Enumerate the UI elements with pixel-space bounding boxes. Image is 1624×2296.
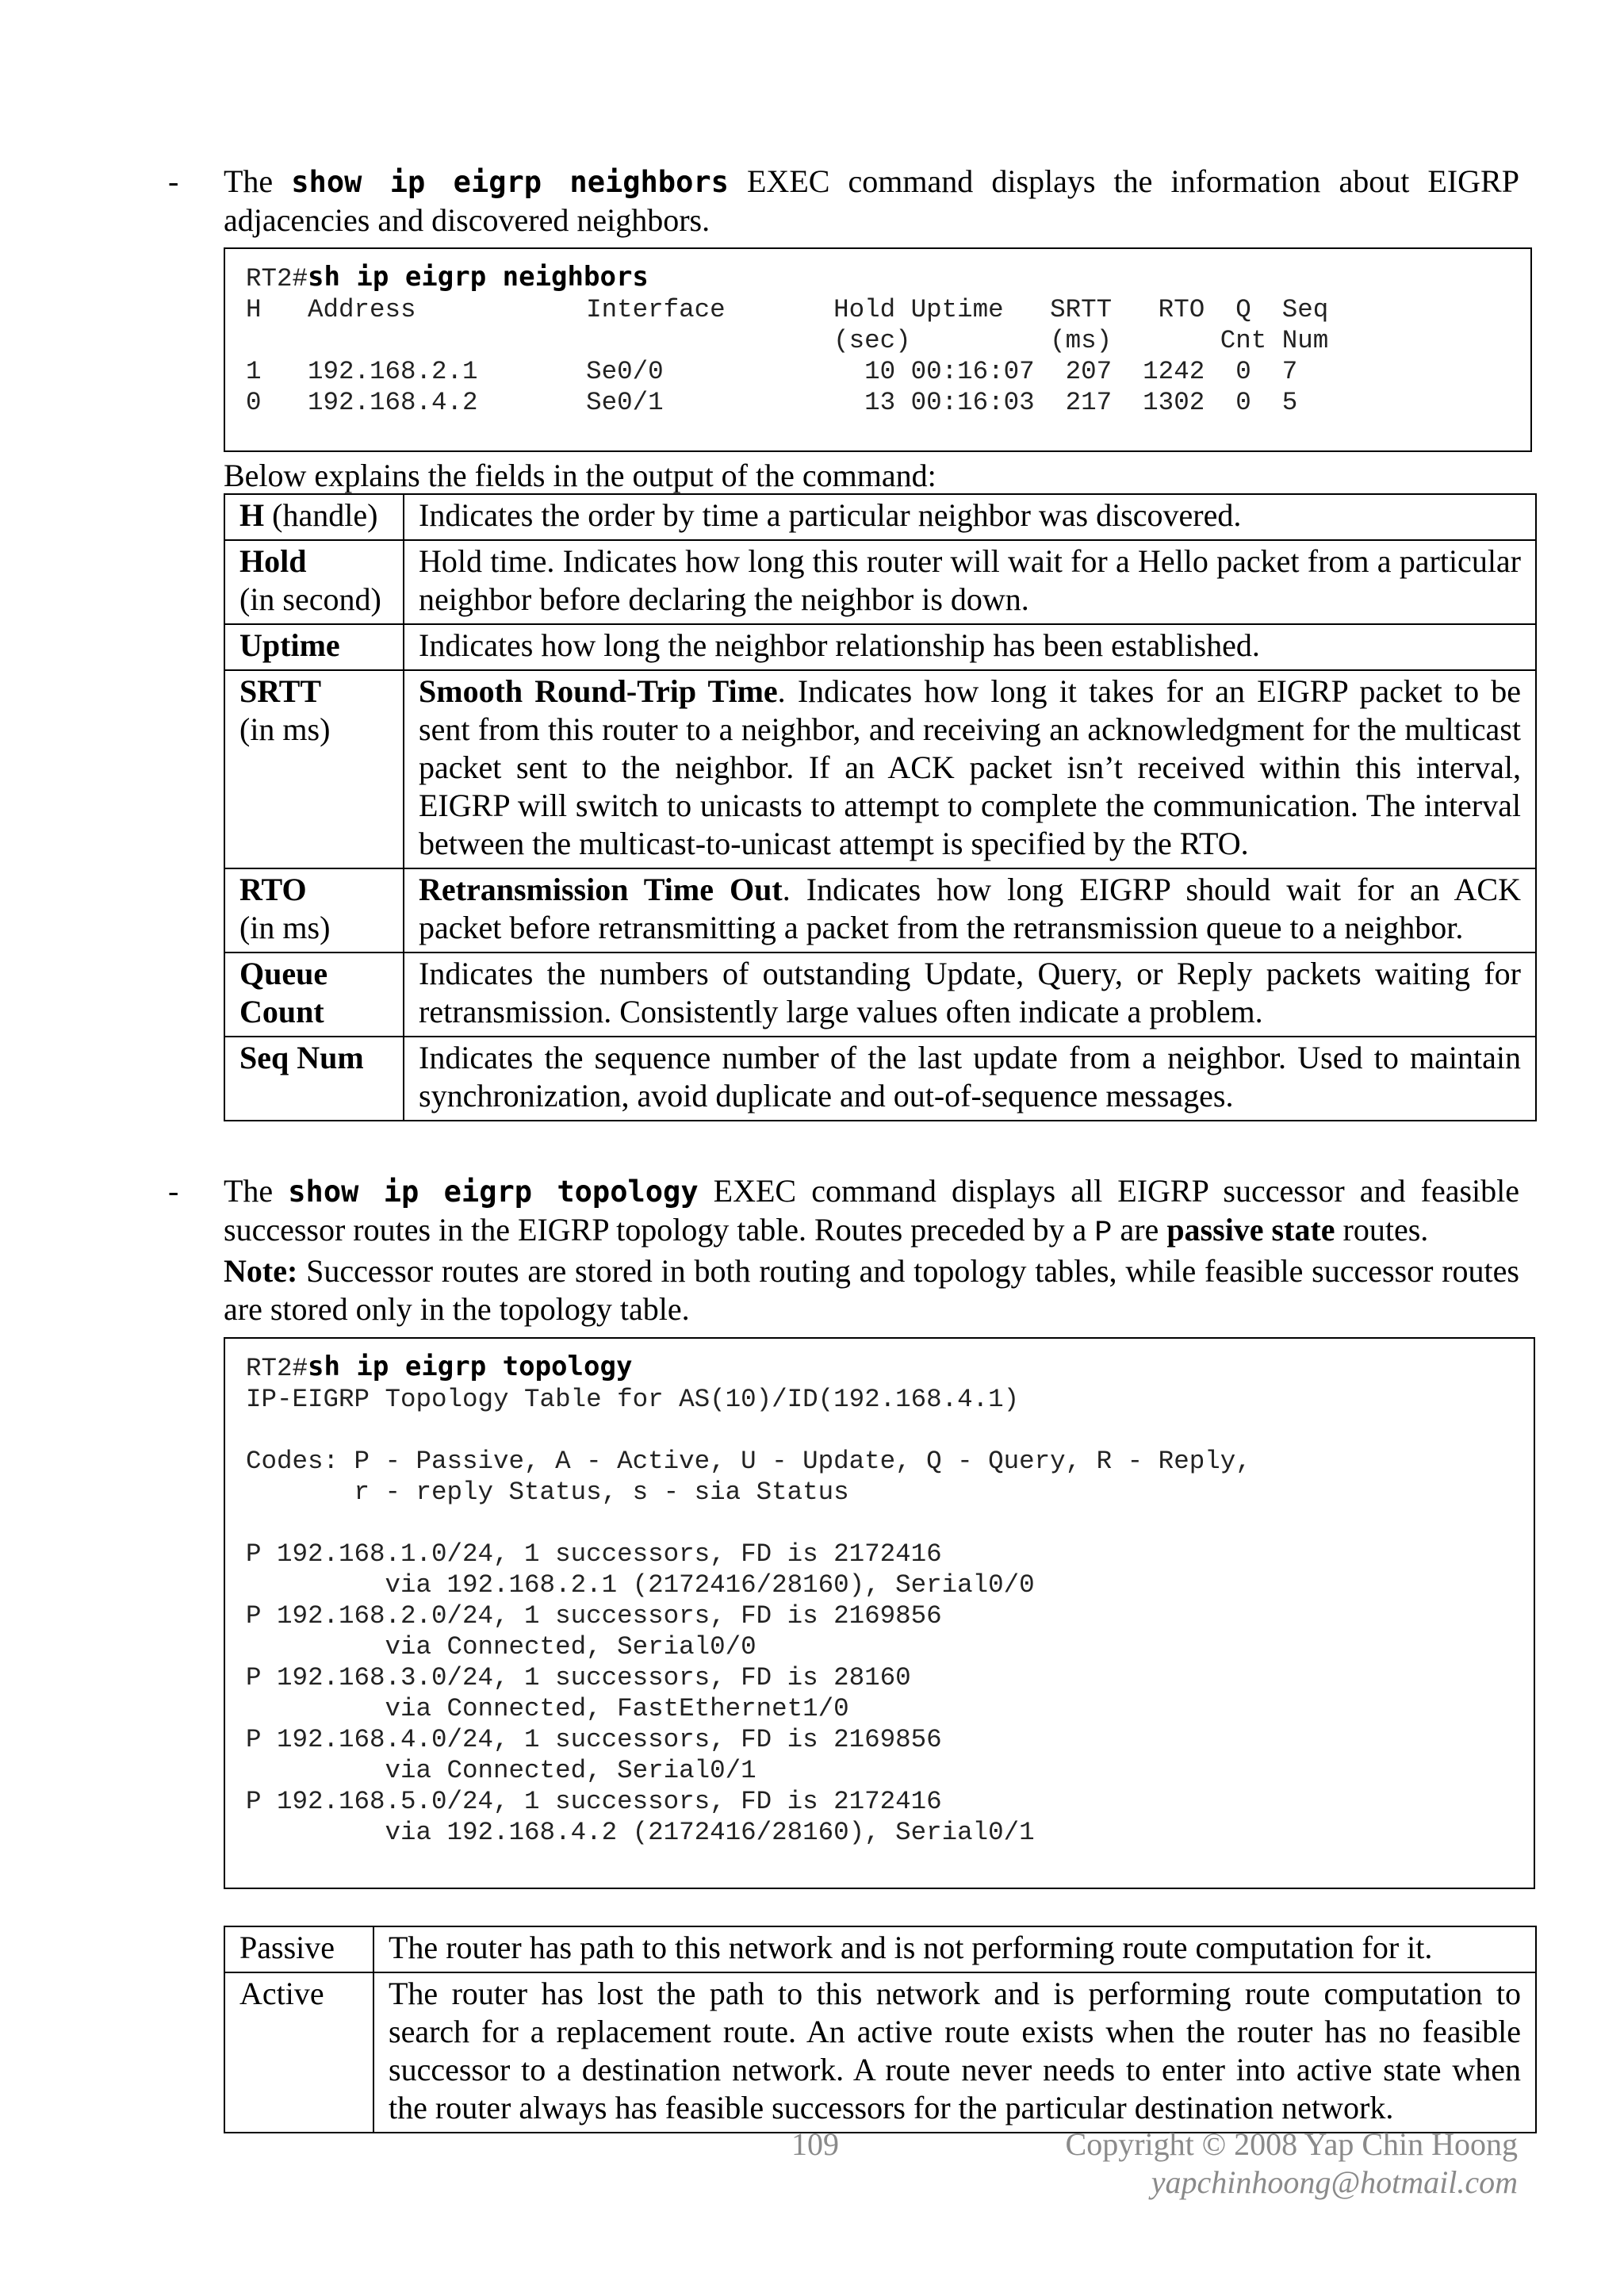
table-row xyxy=(224,868,1536,953)
desc-bold: Smooth Round-Trip Time xyxy=(419,673,778,709)
cli-prompt: RT2# xyxy=(246,264,308,293)
desc-text: Hold time. Indicates how long this router will wait for a Hello packet from a particular neighbor before declaring the neighbor is down. xyxy=(419,543,1521,617)
output-line: P 192.168.1.0/24, 1 successors, FD is 2172416 xyxy=(246,1539,942,1569)
neighbors-intro xyxy=(224,163,1519,240)
neighbors-code-box xyxy=(224,247,1532,452)
intro-text: EXEC command displays all EIGRP successor and feasible successor routes in the EIGRP topology table. Routes preceded by a xyxy=(224,1173,1519,1248)
state-desc: The router has lost the path to this network and is performing route computation to search for a replacement route. An active route exists when the router has no feasible successor to a destination network. A route never needs to enter into active state when the router always has feasible successors for the particular destination network. xyxy=(373,1972,1536,2133)
intro-text: The xyxy=(224,163,292,199)
bullet-dash: - xyxy=(168,163,179,199)
field-desc xyxy=(404,953,1536,1037)
table-row xyxy=(224,1926,1536,1972)
output-line: via Connected, FastEthernet1/0 xyxy=(246,1694,849,1723)
field-desc xyxy=(404,624,1536,670)
bullet-neighbors xyxy=(168,163,1519,242)
table-row xyxy=(224,1972,1536,2133)
term-rest: (handle) xyxy=(264,497,378,533)
field-term xyxy=(224,624,404,670)
table-row xyxy=(224,624,1536,670)
intro-text: EXEC command displays the information about EIGRP adjacencies and discovered neighbors. xyxy=(224,163,1519,238)
topology-output xyxy=(225,1339,1534,1848)
field-term xyxy=(224,670,404,868)
table-row xyxy=(224,540,1536,624)
neighbors-output xyxy=(225,249,1530,418)
route-states-table xyxy=(224,1926,1537,2133)
term-bold: H xyxy=(239,497,265,533)
desc-text: . Indicates how long it takes for an EIGRP packet to be sent from this router to a neighbor, and receiving an acknowledgment for the multicast packet sent to the neighbor. If an ACK packet isn’t received within this interval, EIGRP will switch to unicasts to attempt to complete the communication. The interval between the multicast-to-unicast attempt is specified by the RTO. xyxy=(419,673,1521,861)
state-term: Passive xyxy=(224,1926,373,1972)
term-bold: Queue Count xyxy=(239,956,328,1029)
output-line: P 192.168.4.0/24, 1 successors, FD is 2169856 xyxy=(246,1725,942,1754)
term-bold: SRTT xyxy=(239,673,322,709)
field-term xyxy=(224,1037,404,1121)
output-line: 1 192.168.2.1 Se0/0 10 00:16:07 207 1242 0 7 xyxy=(246,357,1298,386)
output-line: P 192.168.3.0/24, 1 successors, FD is 28160 xyxy=(246,1663,911,1692)
bullet-dash: - xyxy=(168,1173,179,1209)
intro-text: are xyxy=(1112,1212,1167,1248)
cli-prompt: RT2# xyxy=(246,1354,308,1383)
intro-text: routes. xyxy=(1335,1212,1429,1248)
output-line: via 192.168.2.1 (2172416/28160), Serial0/0 xyxy=(246,1570,1035,1600)
output-line: (sec) (ms) Cnt Num xyxy=(246,326,1329,355)
term-rest: (in ms) xyxy=(239,910,331,945)
term-rest: (in ms) xyxy=(239,711,331,747)
fields-table-intro: Below explains the fields in the output of the command: xyxy=(224,458,936,493)
table-row xyxy=(224,953,1536,1037)
output-line: P 192.168.2.0/24, 1 successors, FD is 2169856 xyxy=(246,1601,942,1631)
field-desc xyxy=(404,670,1536,868)
term-bold: Seq Num xyxy=(239,1040,364,1075)
author-email: yapchinhoong@hotmail.com xyxy=(1151,2164,1518,2200)
output-line: H Address Interface Hold Uptime SRTT RTO Q Seq xyxy=(246,295,1329,324)
field-desc xyxy=(404,494,1536,540)
fields-table xyxy=(224,493,1537,1121)
field-term xyxy=(224,868,404,953)
output-line: IP-EIGRP Topology Table for AS(10)/ID(192.168.4.1) xyxy=(246,1385,1020,1414)
topology-code-box xyxy=(224,1337,1535,1889)
output-line: via Connected, Serial0/1 xyxy=(246,1756,756,1785)
cli-command: sh ip eigrp topology xyxy=(308,1351,633,1382)
bullet-topology xyxy=(168,1172,1519,1331)
output-line: via 192.168.4.2 (2172416/28160), Serial0/1 xyxy=(246,1818,1035,1847)
field-desc xyxy=(404,1037,1536,1121)
state-desc: The router has path to this network and is not performing route computation for it. xyxy=(373,1926,1536,1972)
output-line: Codes: P - Passive, A - Active, U - Update, Q - Query, R - Reply, xyxy=(246,1447,1251,1476)
field-term xyxy=(224,494,404,540)
term-bold: Hold xyxy=(239,543,307,579)
table-row xyxy=(224,670,1536,868)
output-line: P 192.168.5.0/24, 1 successors, FD is 2172416 xyxy=(246,1787,942,1816)
note-label: Note: xyxy=(224,1253,298,1289)
table-row xyxy=(224,1037,1536,1121)
intro-text: The xyxy=(224,1173,289,1209)
cli-command: sh ip eigrp neighbors xyxy=(308,261,649,293)
table-row xyxy=(224,494,1536,540)
term-rest: (in second) xyxy=(239,581,381,617)
output-line: r - reply Status, s - sia Status xyxy=(246,1478,849,1507)
desc-text: Indicates how long the neighbor relationship has been established. xyxy=(419,627,1260,663)
desc-text: . Indicates how long EIGRP should wait for an ACK packet before retransmitting a packet from the retransmission queue to a neighbor. xyxy=(419,872,1521,945)
field-desc xyxy=(404,540,1536,624)
passive-code: P xyxy=(1094,1217,1113,1250)
state-term: Active xyxy=(224,1972,373,2133)
term-bold: Uptime xyxy=(239,627,340,663)
term-bold: RTO xyxy=(239,872,307,907)
field-desc xyxy=(404,868,1536,953)
desc-text: Indicates the order by time a particular neighbor was discovered. xyxy=(419,497,1242,533)
copyright-notice: Copyright © 2008 Yap Chin Hoong xyxy=(1065,2126,1518,2162)
field-term xyxy=(224,953,404,1037)
page-number: 109 xyxy=(791,2126,839,2162)
desc-text: Indicates the numbers of outstanding Update, Query, or Reply packets waiting for retransmission. Consistently large values often indicate a problem. xyxy=(419,956,1521,1029)
output-line: via Connected, Serial0/0 xyxy=(246,1632,756,1662)
command-name: show ip eigrp neighbors xyxy=(291,165,729,199)
command-name: show ip eigrp topology xyxy=(288,1175,699,1209)
note-text: Successor routes are stored in both routing and topology tables, while feasible successor routes are stored only in the topology table. xyxy=(224,1253,1519,1327)
desc-bold: Retransmission Time Out xyxy=(419,872,783,907)
output-line: 0 192.168.4.2 Se0/1 13 00:16:03 217 1302 0 5 xyxy=(246,388,1298,417)
passive-state-term: passive state xyxy=(1166,1212,1335,1248)
field-term xyxy=(224,540,404,624)
topology-intro xyxy=(224,1172,1519,1328)
desc-text: Indicates the sequence number of the last update from a neighbor. Used to maintain synchronization, avoid duplicate and out-of-sequence messages. xyxy=(419,1040,1521,1114)
